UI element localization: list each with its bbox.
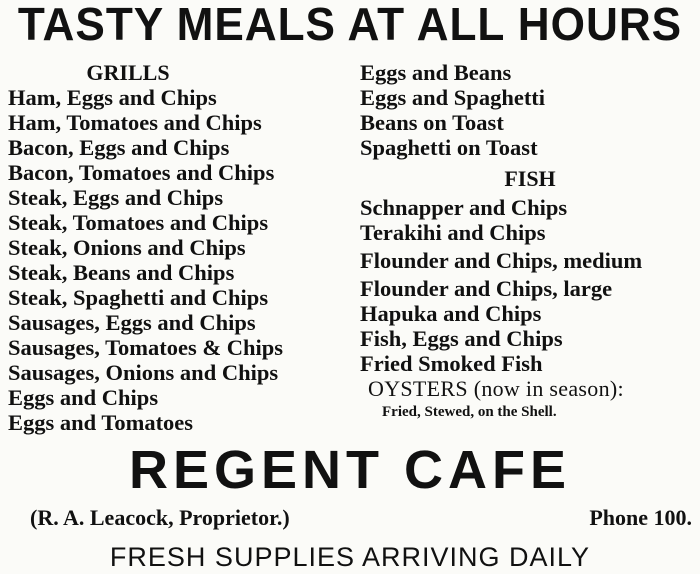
menu-item: Flounder and Chips, medium (360, 248, 643, 273)
oysters-heading: OYSTERS (now in season): (368, 376, 624, 401)
menu-left-column (8, 60, 348, 435)
section-heading-fish: FISH (504, 166, 556, 191)
menu-item: Hapuka and Chips (360, 301, 542, 326)
menu-item: Bacon, Tomatoes and Chips (8, 160, 275, 185)
menu-item: Fried Smoked Fish (360, 351, 543, 376)
menu-item: Bacon, Eggs and Chips (8, 135, 230, 160)
menu-item: Sausages, Eggs and Chips (8, 310, 256, 335)
menu-item: Steak, Tomatoes and Chips (8, 210, 269, 235)
menu-item: Ham, Tomatoes and Chips (8, 110, 262, 135)
ad-headline: TASTY MEALS AT ALL HOURS (17, 0, 683, 50)
menu-item: Steak, Eggs and Chips (8, 185, 224, 210)
menu-item: Spaghetti on Toast (360, 135, 538, 160)
menu-item: Eggs and Beans (360, 60, 512, 85)
menu-item: Eggs and Chips (8, 385, 159, 410)
menu-item: Steak, Beans and Chips (8, 260, 235, 285)
section-heading-grills: GRILLS (86, 60, 170, 85)
menu-item: Steak, Spaghetti and Chips (8, 285, 269, 310)
footer-tagline: FRESH SUPPLIES ARRIVING DAILY (109, 542, 591, 572)
menu-item: Steak, Onions and Chips (8, 235, 246, 260)
menu-item: Flounder and Chips, large (360, 276, 613, 301)
menu-item: Beans on Toast (360, 110, 504, 135)
phone-number: Phone 100. (589, 505, 692, 530)
menu-item: Fish, Eggs and Chips (360, 326, 563, 351)
cafe-name: REGENT CAFE (128, 440, 572, 500)
menu-right-column (360, 60, 700, 423)
proprietor-line: (R. A. Leacock, Proprietor.) (30, 505, 290, 530)
menu-item: Sausages, Tomatoes & Chips (8, 335, 284, 360)
menu-item: Schnapper and Chips (360, 195, 568, 220)
menu-item: Terakihi and Chips (360, 220, 546, 245)
menu-item: Sausages, Onions and Chips (8, 360, 279, 385)
oysters-detail: Fried, Stewed, on the Shell. (382, 404, 557, 420)
menu-item: Eggs and Spaghetti (360, 85, 546, 110)
menu-item: Eggs and Tomatoes (8, 410, 194, 435)
menu-item: Ham, Eggs and Chips (8, 85, 217, 110)
